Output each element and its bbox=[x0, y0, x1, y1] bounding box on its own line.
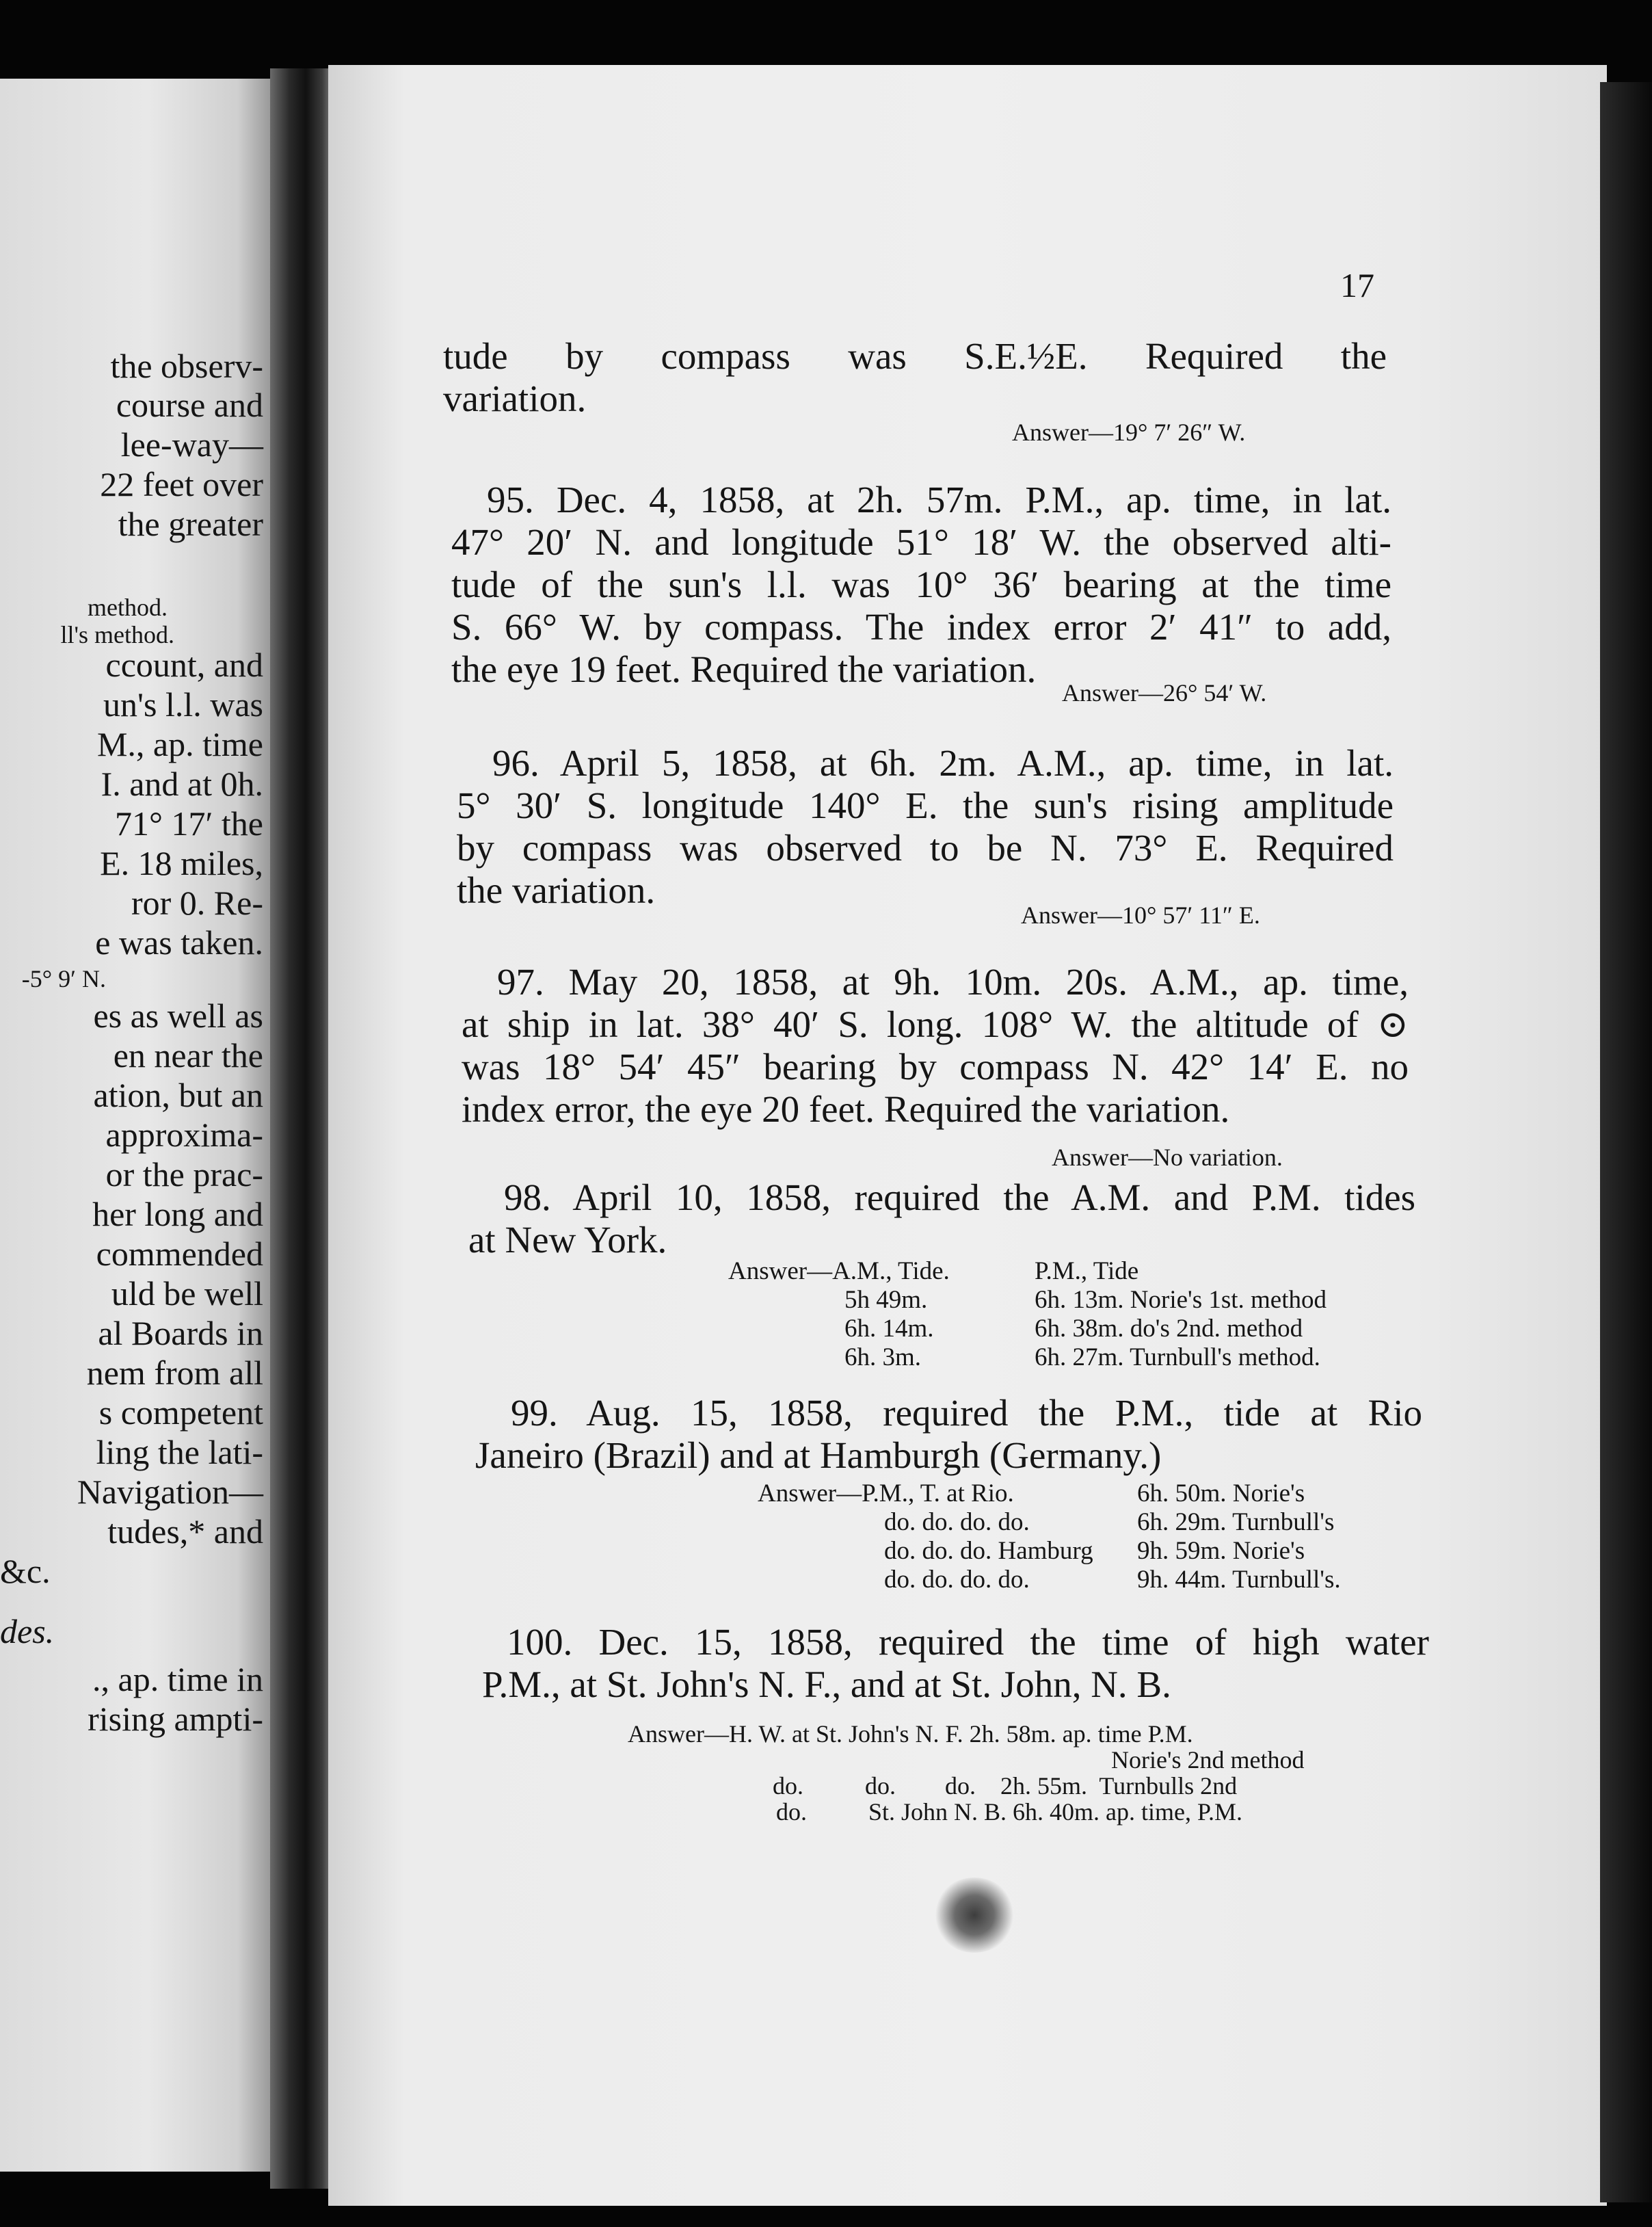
text-line: the eye 19 feet. Required the variation. bbox=[451, 648, 1037, 690]
answer-line: Answer—26° 54′ W. bbox=[1062, 679, 1267, 707]
answer-row bbox=[758, 1537, 1341, 1566]
answer-line: Norie's 2nd method bbox=[1111, 1746, 1305, 1774]
text-line: the variation. bbox=[457, 869, 656, 911]
left-text-line: nem from all bbox=[86, 1354, 263, 1392]
answer-cell: 6h. 50m. Norie's bbox=[1137, 1479, 1305, 1507]
left-text-line: ation, but an bbox=[93, 1076, 263, 1114]
left-text-line: en near the bbox=[113, 1036, 263, 1075]
answer-row bbox=[758, 1508, 1341, 1537]
left-text-line: course and bbox=[116, 386, 263, 424]
left-text-line: es as well as bbox=[93, 997, 263, 1035]
left-text-line: Navigation— bbox=[77, 1473, 263, 1511]
left-text-line: -5° 9′ N. bbox=[21, 965, 106, 992]
left-text-line: or the prac- bbox=[105, 1155, 263, 1194]
answer-line: do. St. John N. B. 6h. 40m. ap. time, P.M. bbox=[776, 1798, 1243, 1826]
left-text-line: ling the lati- bbox=[96, 1433, 263, 1471]
text-line: April 5, 1858, at 6h. 2m. A.M., ap. time, in lat. bbox=[559, 742, 1394, 784]
problem-number: 99. bbox=[511, 1392, 558, 1434]
answer-row bbox=[728, 1257, 1327, 1286]
problem-first-line bbox=[468, 1176, 1415, 1219]
problem-number: 95. bbox=[487, 479, 534, 520]
answer-row bbox=[728, 1315, 1327, 1343]
left-page bbox=[0, 79, 270, 2172]
answer-cell: 6h. 27m. Turnbull's method. bbox=[1035, 1343, 1320, 1371]
answer-cell: 9h. 59m. Norie's bbox=[1137, 1537, 1305, 1565]
left-text-line: E. 18 miles, bbox=[100, 844, 263, 882]
answer-cell: 5h 49m. bbox=[844, 1286, 928, 1314]
text-line: P.M., at St. John's N. F., and at St. John, N. B. bbox=[482, 1663, 1171, 1705]
left-text-line: I. and at 0h. bbox=[101, 765, 263, 803]
text-line: S. 66° W. by compass. The index error 2′ 41″ to add, bbox=[451, 606, 1391, 648]
text-line: index error, the eye 20 feet. Required the variation. bbox=[462, 1088, 1230, 1130]
answer-cell: Answer—P.M., T. at Rio. bbox=[758, 1479, 1014, 1507]
problem-95 bbox=[451, 479, 1391, 691]
text-line: Dec. 15, 1858, required the time of high water bbox=[598, 1621, 1429, 1663]
text-line: at New York. bbox=[468, 1219, 667, 1261]
answer-row bbox=[728, 1286, 1327, 1315]
problem-98 bbox=[468, 1176, 1415, 1261]
problem-100 bbox=[482, 1621, 1429, 1706]
answer-line: Answer—19° 7′ 26″ W. bbox=[1012, 419, 1246, 446]
left-text-line: the observ- bbox=[110, 347, 263, 385]
text-line: May 20, 1858, at 9h. 10m. 20s. A.M., ap. time, bbox=[568, 961, 1409, 1003]
text-line: Janeiro (Brazil) and at Hamburgh (Germany.) bbox=[475, 1434, 1162, 1476]
left-text-line: the greater bbox=[118, 505, 263, 543]
text-line: variation. bbox=[443, 378, 587, 419]
left-text-line: 22 feet over bbox=[100, 465, 263, 503]
answer-table-99 bbox=[758, 1479, 1341, 1594]
text-line: tude of the sun's l.l. was 10° 36′ bearing at the time bbox=[451, 564, 1391, 605]
book-gutter bbox=[270, 68, 335, 2189]
text-line: Aug. 15, 1858, required the P.M., tide at Rio bbox=[586, 1392, 1422, 1434]
answer-cell: 6h. 14m. bbox=[844, 1315, 934, 1343]
ink-smudge bbox=[933, 1877, 1015, 1953]
problem-97 bbox=[462, 961, 1409, 1131]
left-text-line: ., ap. time in bbox=[92, 1660, 263, 1698]
problem-number: 97. bbox=[497, 961, 544, 1003]
answer-cell: do. do. do. Hamburg bbox=[884, 1537, 1093, 1565]
answer-line: Answer—H. W. at St. John's N. F. 2h. 58m. ap. time P.M. bbox=[628, 1720, 1193, 1748]
problem-first-line bbox=[482, 1621, 1429, 1663]
left-text-line: ll's method. bbox=[60, 621, 174, 648]
left-text-line: e was taken. bbox=[95, 923, 263, 962]
left-text-line: 71° 17′ the bbox=[114, 804, 263, 843]
left-text-line: al Boards in bbox=[98, 1314, 263, 1352]
text-line: 47° 20′ N. and longitude 51° 18′ W. the observed alti- bbox=[451, 521, 1391, 563]
text-line: was 18° 54′ 45″ bearing by compass N. 42° 14′ E. no bbox=[462, 1046, 1409, 1088]
text-line: tude by compass was S.E.½E. Required the bbox=[443, 335, 1387, 377]
answer-cell: 6h. 38m. do's 2nd. method bbox=[1035, 1315, 1303, 1343]
problem-number: 96. bbox=[492, 742, 539, 784]
answer-cell: 6h. 3m. bbox=[844, 1343, 922, 1371]
problem-first-line bbox=[475, 1392, 1422, 1434]
answer-line: Answer—No variation. bbox=[1052, 1144, 1283, 1171]
left-text-line: un's l.l. was bbox=[103, 685, 263, 724]
answer-cell: 9h. 44m. Turnbull's. bbox=[1137, 1566, 1341, 1594]
problem-number: 100. bbox=[507, 1621, 573, 1663]
text-line: at ship in lat. 38° 40′ S. long. 108° W. the altitude of ⊙ bbox=[462, 1003, 1409, 1045]
problem-first-line bbox=[451, 479, 1391, 521]
left-text-line: commended bbox=[96, 1235, 263, 1273]
problem-first-line bbox=[457, 742, 1394, 785]
left-text-line: method. bbox=[88, 594, 168, 621]
answer-cell: do. do. do. do. bbox=[884, 1566, 1030, 1594]
continuation-text bbox=[443, 335, 1387, 420]
text-line: 5° 30′ S. longitude 140° E. the sun's rising amplitude bbox=[457, 785, 1394, 826]
answer-line: do. do. do. 2h. 55m. Turnbulls 2nd bbox=[773, 1772, 1238, 1800]
answer-cell: 6h. 29m. Turnbull's bbox=[1137, 1508, 1335, 1536]
left-text-line: ccount, and bbox=[105, 646, 263, 684]
left-text-line: des. bbox=[0, 1612, 55, 1650]
left-text-line: s competent bbox=[98, 1393, 263, 1432]
left-text-line: &c. bbox=[0, 1552, 51, 1590]
left-text-line: uld be well bbox=[111, 1274, 263, 1313]
answer-cell: P.M., Tide bbox=[1035, 1257, 1139, 1285]
text-line: by compass was observed to be N. 73° E. Required bbox=[457, 827, 1394, 869]
answer-cell: do. do. do. do. bbox=[884, 1508, 1030, 1536]
problem-96 bbox=[457, 742, 1394, 912]
left-text-line: ror 0. Re- bbox=[131, 884, 263, 922]
answer-cell: 6h. 13m. Norie's 1st. method bbox=[1035, 1286, 1327, 1314]
left-text-line: approxima- bbox=[105, 1116, 263, 1154]
page-number: 17 bbox=[1340, 266, 1374, 304]
answer-cell: Answer—A.M., Tide. bbox=[728, 1257, 950, 1285]
left-text-line: rising ampti- bbox=[88, 1700, 263, 1738]
page-edge-shadow bbox=[1600, 82, 1652, 2202]
answer-row bbox=[758, 1566, 1341, 1594]
left-text-line: lee-way— bbox=[120, 425, 263, 464]
answer-row bbox=[758, 1479, 1341, 1508]
problem-99 bbox=[475, 1392, 1422, 1477]
left-text-line: tudes,* and bbox=[107, 1512, 263, 1551]
problem-first-line bbox=[462, 961, 1409, 1003]
answer-row bbox=[728, 1343, 1327, 1372]
left-text-line: M., ap. time bbox=[96, 725, 263, 763]
text-line: April 10, 1858, required the A.M. and P.M. tides bbox=[572, 1176, 1416, 1218]
text-line: Dec. 4, 1858, at 2h. 57m. P.M., ap. time, in lat. bbox=[556, 479, 1391, 520]
problem-number: 98. bbox=[504, 1176, 551, 1218]
left-text-line: her long and bbox=[92, 1195, 263, 1233]
answer-table-98 bbox=[728, 1257, 1327, 1372]
answer-line: Answer—10° 57′ 11″ E. bbox=[1021, 901, 1260, 929]
